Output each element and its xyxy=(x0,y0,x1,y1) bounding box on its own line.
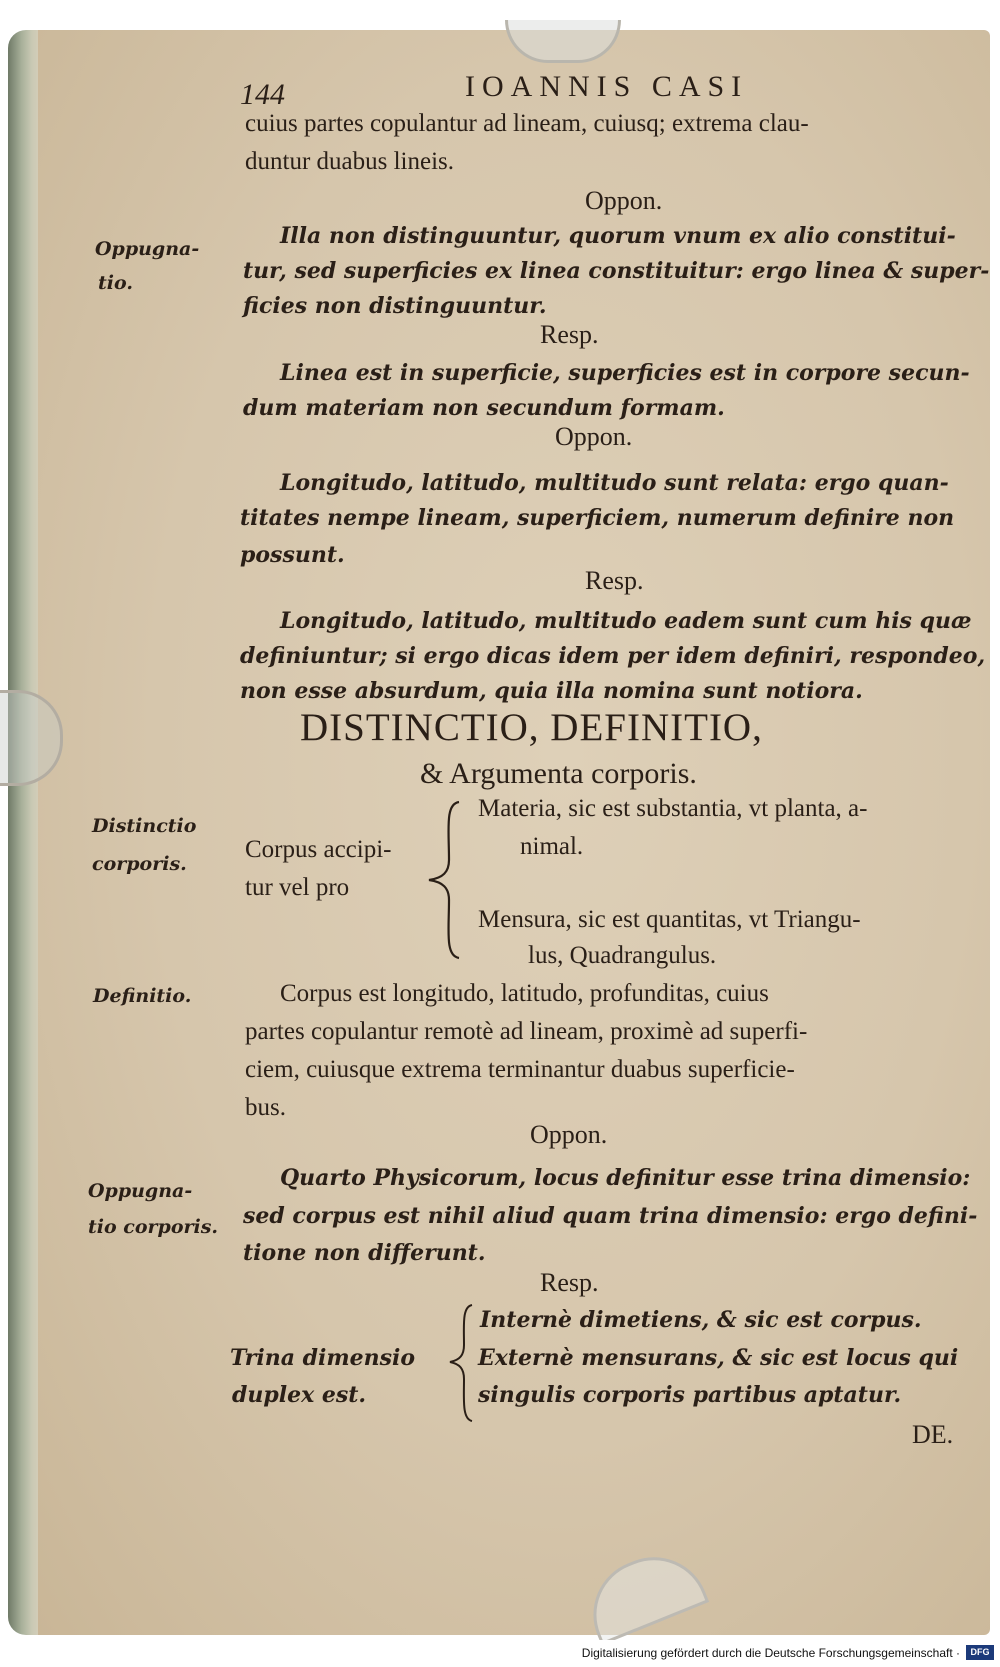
footer-credit: Digitalisierung gefördert durch die Deutsche Forschungsgemeinschaft · xyxy=(581,1646,960,1660)
text-line: partes copulantur remotè ad lineam, proximè ad superfi- xyxy=(245,1018,808,1045)
dfg-logo: DFG xyxy=(966,1645,994,1660)
text-line: Externè mensurans, & sic est locus qui xyxy=(478,1345,959,1371)
margin-note: Oppugna- xyxy=(88,1180,193,1202)
text-line: Corpus accipi- xyxy=(245,836,392,863)
margin-note: tio. xyxy=(98,272,133,294)
text-line: Longitudo, latitudo, multitudo sunt relata: ergo quan- xyxy=(280,470,949,496)
text-line: bus. xyxy=(245,1094,286,1121)
text-line: nimal. xyxy=(520,833,584,860)
margin-note: Distinctio xyxy=(92,815,197,837)
text-line: Corpus est longitudo, latitudo, profunditas, cuius xyxy=(280,980,769,1007)
text-line: cuius partes copulantur ad lineam, cuiusq; extrema clau- xyxy=(245,110,809,137)
catchword: DE. xyxy=(912,1420,954,1449)
margin-note: Oppugna- xyxy=(95,238,200,260)
text-line: Quarto Physicorum, locus definitur esse trina dimensio: xyxy=(280,1165,971,1191)
resp-heading: Resp. xyxy=(585,566,644,595)
text-line: tur, sed superficies ex linea constituitur: ergo linea & super- xyxy=(243,258,990,284)
text-line: duplex est. xyxy=(232,1382,367,1408)
running-title: IOANNIS CASI xyxy=(465,70,749,103)
text-line: tione non differunt. xyxy=(243,1240,486,1266)
text-line: Internè dimetiens, & sic est corpus. xyxy=(480,1307,922,1333)
page-edge xyxy=(8,30,42,1635)
text-line: singulis corporis partibus aptatur. xyxy=(478,1382,902,1408)
text-line: Illa non distinguuntur, quorum vnum ex alio constitui- xyxy=(280,223,956,249)
text-line: tur vel pro xyxy=(245,874,350,901)
text-line: titates nempe lineam, superficiem, numerum definire non xyxy=(240,505,955,531)
text-line: Longitudo, latitudo, multitudo eadem sunt cum his quæ xyxy=(280,608,972,634)
resp-heading: Resp. xyxy=(540,1268,599,1297)
page-number: 144 xyxy=(240,78,285,111)
text-line: sed corpus est nihil aliud quam trina dimensio: ergo defini- xyxy=(243,1203,978,1229)
margin-note: tio corporis. xyxy=(88,1216,219,1238)
resp-heading: Resp. xyxy=(540,320,599,349)
text-line: non esse absurdum, quia illa nomina sunt notiora. xyxy=(240,678,863,704)
text-line: duntur duabus lineis. xyxy=(245,148,455,175)
text-line: dum materiam non secundum formam. xyxy=(243,395,725,421)
oppon-heading: Oppon. xyxy=(585,186,663,215)
oppon-heading: Oppon. xyxy=(530,1120,608,1149)
margin-note: Definitio. xyxy=(93,985,192,1007)
text-line: lus, Quadrangulus. xyxy=(528,942,717,969)
text-line: definiuntur; si ergo dicas idem per idem definiri, respondeo, xyxy=(240,643,986,669)
margin-note: corporis. xyxy=(92,853,187,875)
brace-icon xyxy=(438,1303,478,1423)
text-line: Linea est in superficie, superficies est in corpore secun- xyxy=(280,360,970,386)
text-line: possunt. xyxy=(240,542,345,568)
text-line: Trina dimensio xyxy=(230,1345,416,1371)
section-subtitle: & Argumenta corporis. xyxy=(420,757,697,790)
text-line: ciem, cuiusque extrema terminantur duabus superficie- xyxy=(245,1056,795,1083)
section-title: DISTINCTIO, DEFINITIO, xyxy=(300,706,763,749)
text-line: ficies non distinguuntur. xyxy=(243,293,547,319)
oppon-heading: Oppon. xyxy=(555,422,633,451)
text-line: Mensura, sic est quantitas, vt Triangu- xyxy=(478,906,861,933)
brace-icon xyxy=(415,800,465,960)
text-line: Materia, sic est substantia, vt planta, a- xyxy=(478,795,868,822)
